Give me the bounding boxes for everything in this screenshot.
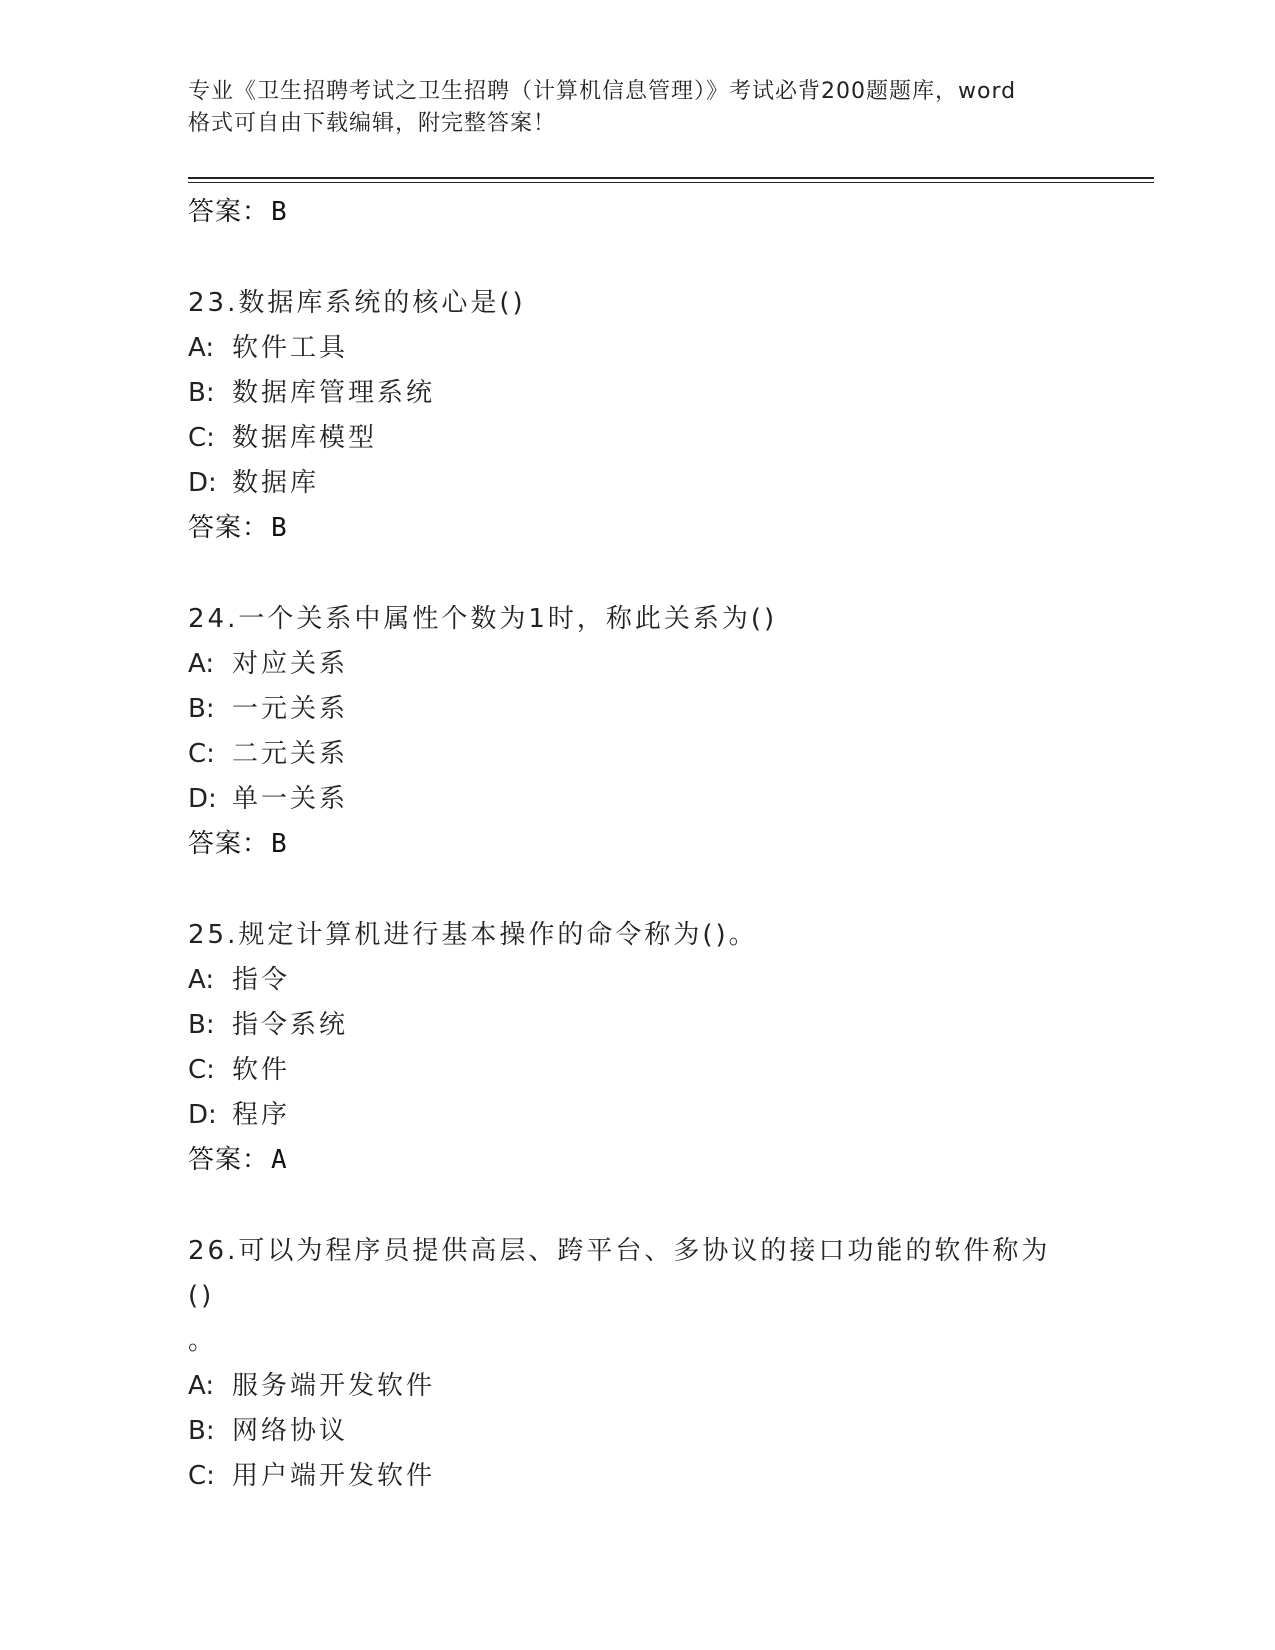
option-c [188, 732, 1088, 777]
option-text: 数据库管理系统 [232, 378, 436, 408]
header-rule-thick [188, 177, 1154, 179]
question-answer [188, 506, 1088, 551]
answer-value: A [271, 1145, 288, 1175]
option-letter: C: [188, 1461, 215, 1491]
option-letter: C: [188, 423, 215, 453]
answer-label: 答案： [188, 513, 270, 543]
question-answer [188, 1138, 1088, 1183]
question-list [188, 190, 1088, 1499]
answer-value: B [271, 197, 288, 227]
option-text: 用户端开发软件 [232, 1461, 436, 1491]
option-text: 服务端开发软件 [232, 1371, 436, 1401]
answer-label: 答案： [188, 829, 270, 859]
question-26 [188, 1229, 1088, 1499]
option-text: 对应关系 [232, 649, 349, 679]
option-letter: D: [188, 1100, 217, 1130]
question-answer [188, 822, 1088, 867]
header-line-2: 格式可自由下载编辑，附完整答案！ [188, 111, 557, 136]
header-rule-thin [188, 182, 1154, 183]
option-letter: B: [188, 694, 215, 724]
option-d [188, 1093, 1088, 1138]
option-b [188, 1409, 1088, 1454]
option-c [188, 416, 1088, 461]
question-stem: 24.一个关系中属性个数为1时，称此关系为() [188, 604, 778, 634]
document-header [188, 76, 1088, 140]
header-line-1: 专业《卫生招聘考试之卫生招聘（计算机信息管理）》考试必背200题题库，word [188, 79, 1017, 104]
question-24 [188, 597, 1088, 867]
option-b [188, 371, 1088, 416]
option-text: 软件工具 [232, 333, 349, 363]
question-stem-text: 26.可以为程序员提供高层、跨平台、多协议的接口功能的软件称为() [188, 1236, 1051, 1311]
option-text: 二元关系 [232, 739, 349, 769]
option-b [188, 687, 1088, 732]
question-25 [188, 913, 1088, 1183]
option-letter: C: [188, 1055, 215, 1085]
option-text: 网络协议 [232, 1416, 349, 1446]
option-letter: B: [188, 378, 215, 408]
option-text: 指令系统 [232, 1010, 349, 1040]
option-c [188, 1048, 1088, 1093]
option-text: 指令 [232, 965, 291, 995]
option-letter: A: [188, 649, 215, 679]
option-b [188, 1003, 1088, 1048]
option-a [188, 642, 1088, 687]
option-d [188, 777, 1088, 822]
option-text: 数据库 [232, 468, 320, 498]
option-letter: B: [188, 1010, 215, 1040]
option-text: 一元关系 [232, 694, 349, 724]
previous-answer [188, 190, 1088, 235]
option-a [188, 958, 1088, 1003]
option-text: 软件 [232, 1055, 291, 1085]
option-a [188, 326, 1088, 371]
option-letter: B: [188, 1416, 215, 1446]
option-a [188, 1364, 1088, 1409]
option-letter: A: [188, 1371, 215, 1401]
answer-label: 答案： [188, 1145, 270, 1175]
option-text: 数据库模型 [232, 423, 378, 453]
option-letter: A: [188, 965, 215, 995]
option-letter: A: [188, 333, 215, 363]
question-stem-tail: 。 [188, 1326, 218, 1356]
option-letter: D: [188, 468, 217, 498]
option-c [188, 1454, 1088, 1499]
question-stem: 23.数据库系统的核心是() [188, 288, 526, 318]
question-stem [188, 1229, 1058, 1364]
answer-value: B [271, 513, 288, 543]
option-letter: C: [188, 739, 215, 769]
option-d [188, 461, 1088, 506]
question-23 [188, 281, 1088, 551]
option-text: 程序 [232, 1100, 291, 1130]
answer-value: B [271, 829, 288, 859]
question-stem: 25.规定计算机进行基本操作的命令称为()。 [188, 920, 758, 950]
option-text: 单一关系 [232, 784, 349, 814]
answer-label: 答案： [188, 197, 270, 227]
option-letter: D: [188, 784, 217, 814]
